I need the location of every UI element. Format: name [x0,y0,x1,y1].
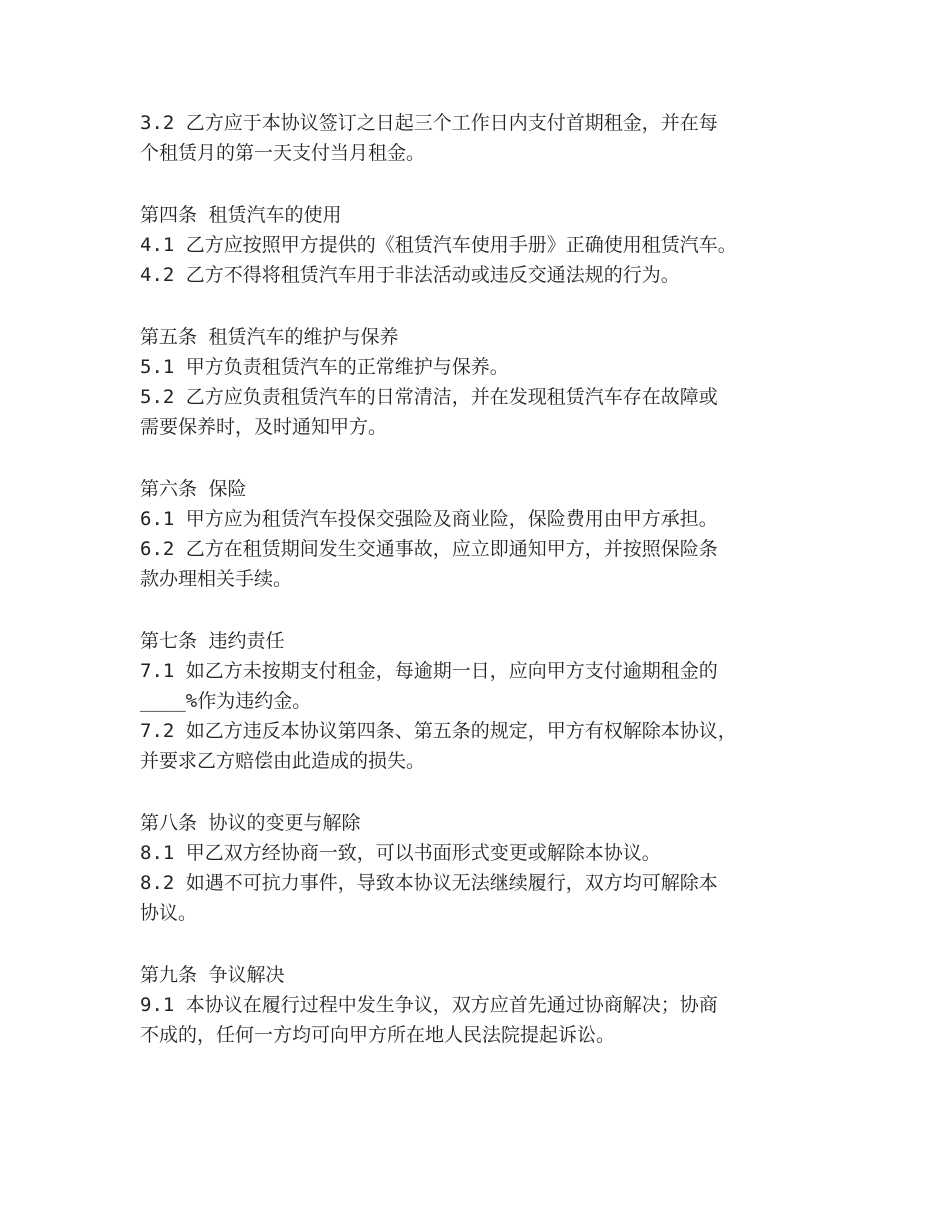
clause-8-2-line-1: 8.2 如遇不可抗力事件，导致本协议无法继续履行，双方均可解除本 [140,872,718,894]
clause-9-1-line-1: 9.1 本协议在履行过程中发生争议，双方应首先通过协商解决；协商 [140,994,718,1016]
section-6-title: 第六条 保险 [140,478,247,500]
document-page [140,108,840,1050]
clause-3-2-line-1: 3.2 乙方应于本协议签订之日起三个工作日内支付首期租金，并在每 [140,112,718,134]
clause-6-2-line-2: 款办理相关手续。 [140,568,293,590]
clause-8-2-line-2: 协议。 [140,902,198,924]
clause-7-2-line-1: 7.2 如乙方违反本协议第四条、第五条的规定，甲方有权解除本协议， [140,720,737,742]
section-9-title: 第九条 争议解决 [140,964,285,986]
clause-4-2: 4.2 乙方不得将租赁汽车用于非法活动或违反交通法规的行为。 [140,264,680,286]
clause-8-1: 8.1 甲乙双方经协商一致，可以书面形式变更或解除本协议。 [140,842,661,864]
clause-7-1-line-2: ____%作为违约金。 [140,690,312,712]
clause-9-1-line-2: 不成的，任何一方均可向甲方所在地人民法院提起诉讼。 [140,1024,616,1046]
clause-3-2-line-2: 个租赁月的第一天支付当月租金。 [140,142,426,164]
clause-5-1: 5.1 甲方负责租赁汽车的正常维护与保养。 [140,356,509,378]
clause-5-2-line-2: 需要保养时，及时通知甲方。 [140,416,388,438]
clause-6-2-line-1: 6.2 乙方在租赁期间发生交通事故，应立即通知甲方，并按照保险条 [140,538,718,560]
clause-5-2-line-1: 5.2 乙方应负责租赁汽车的日常清洁，并在发现租赁汽车存在故障或 [140,386,718,408]
section-4-title: 第四条 租赁汽车的使用 [140,204,342,226]
clause-4-1: 4.1 乙方应按照甲方提供的《租赁汽车使用手册》正确使用租赁汽车。 [140,234,737,256]
clause-7-1-line-1: 7.1 如乙方未按期支付租金，每逾期一日，应向甲方支付逾期租金的 [140,660,718,682]
clause-6-1: 6.1 甲方应为租赁汽车投保交强险及商业险，保险费用由甲方承担。 [140,508,718,530]
section-7-title: 第七条 违约责任 [140,630,285,652]
section-5-title: 第五条 租赁汽车的维护与保养 [140,326,399,348]
section-8-title: 第八条 协议的变更与解除 [140,812,361,834]
clause-7-2-line-2: 并要求乙方赔偿由此造成的损失。 [140,750,426,772]
